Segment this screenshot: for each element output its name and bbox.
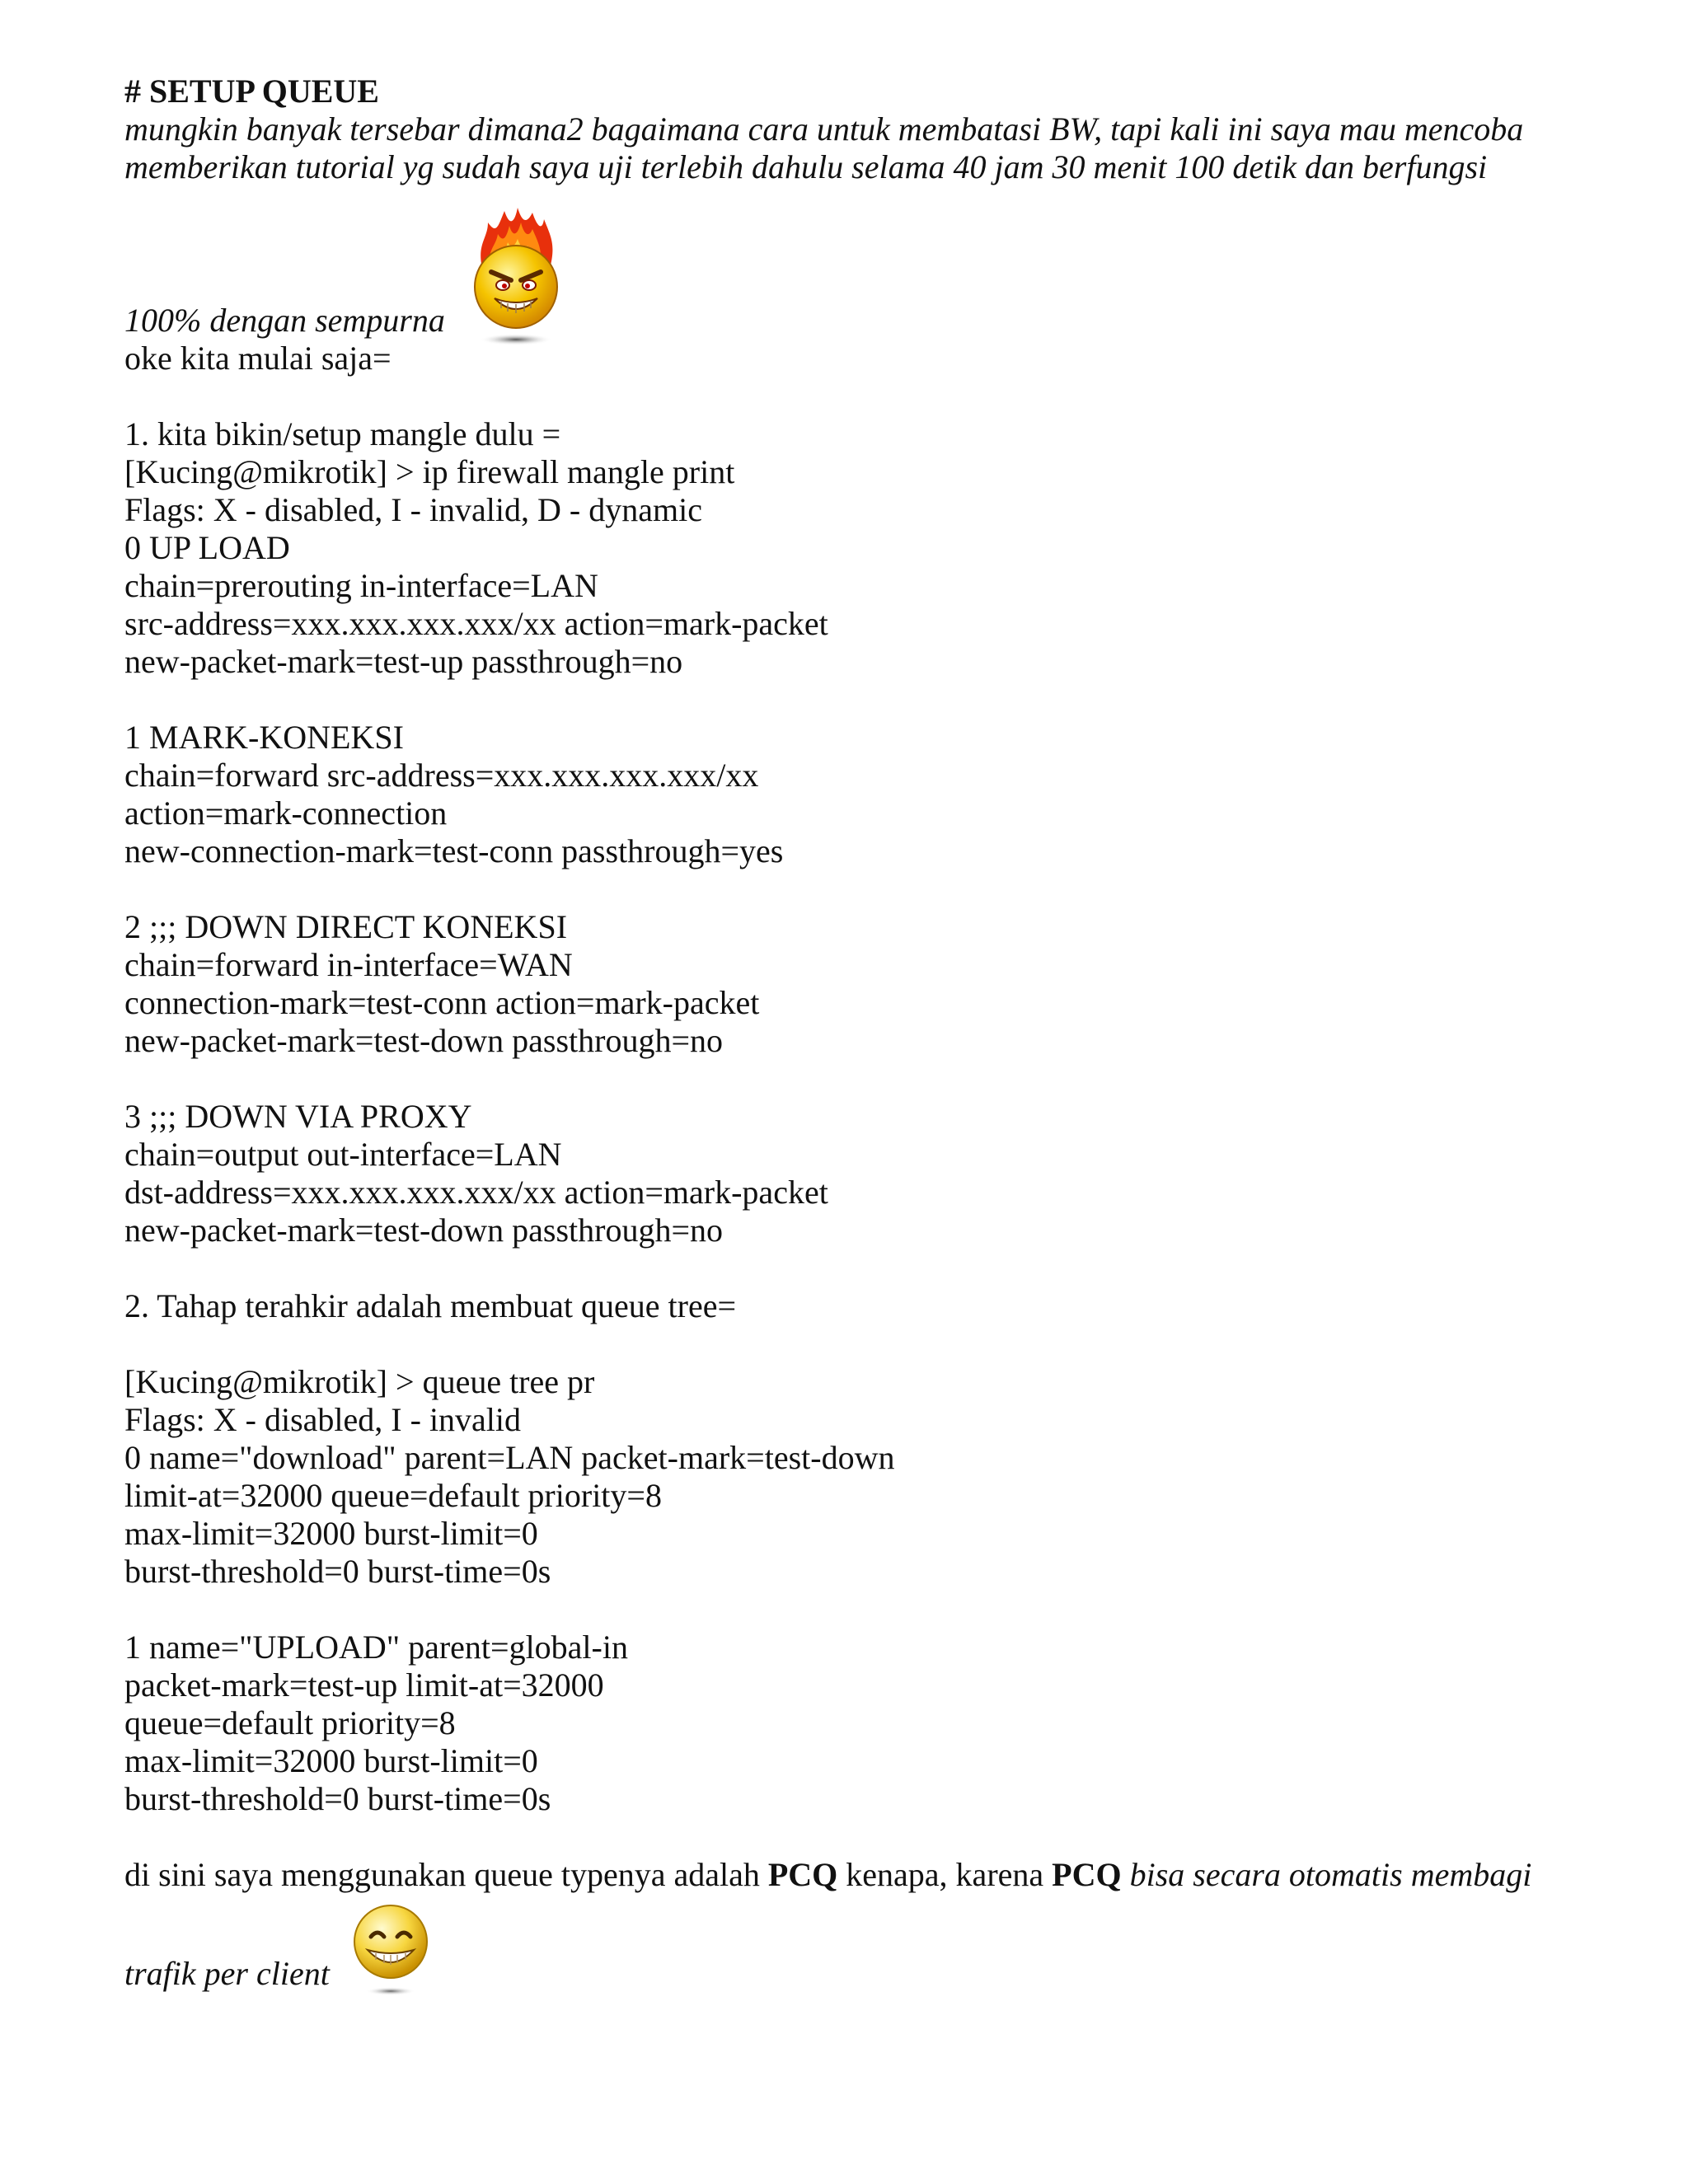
start-line: oke kita mulai saja= xyxy=(124,340,392,377)
rule2-line: chain=forward in-interface=WAN xyxy=(124,946,573,983)
rule0-line: new-packet-mark=test-up passthrough=no xyxy=(124,643,683,680)
queue0-line: burst-threshold=0 burst-time=0s xyxy=(124,1553,551,1590)
step1-flags: Flags: X - disabled, I - invalid, D - dynamic xyxy=(124,491,702,528)
pcq-bold: PCQ xyxy=(767,1856,838,1893)
rule2-line: new-packet-mark=test-down passthrough=no xyxy=(124,1022,724,1059)
step1-title: 1. kita bikin/setup mangle dulu = xyxy=(124,415,561,452)
pcq-bold: PCQ xyxy=(1052,1856,1122,1893)
grinning-smiley-icon xyxy=(351,1900,430,1999)
queue1-line: queue=default priority=8 xyxy=(124,1704,456,1741)
queue1-line: max-limit=32000 burst-limit=0 xyxy=(124,1742,538,1779)
spacer xyxy=(124,1591,1575,1629)
queue1-line: packet-mark=test-up limit-at=32000 xyxy=(124,1666,604,1704)
spacer xyxy=(124,1818,1575,1856)
spacer xyxy=(124,1325,1575,1363)
step2-command: [Kucing@mikrotik] > queue tree pr xyxy=(124,1363,595,1400)
rule1-line: action=mark-connection xyxy=(124,794,448,832)
rule2-line: 2 ;;; DOWN DIRECT KONEKSI xyxy=(124,908,568,945)
spacer xyxy=(124,1060,1575,1098)
intro-line-2: memberikan tutorial yg sudah saya uji terlebih dahulu selama 40 jam 30 menit 100 detik dan berfungsi xyxy=(124,148,1488,185)
rule3-line: dst-address=xxx.xxx.xxx.xxx/xx action=mark-packet xyxy=(124,1174,828,1211)
intro-line-1: mungkin banyak tersebar dimana2 bagaimana cara untuk membatasi BW, tapi kali ini saya mau mencoba xyxy=(124,110,1524,148)
queue0-line: max-limit=32000 burst-limit=0 xyxy=(124,1515,538,1552)
queue0-line: limit-at=32000 queue=default priority=8 xyxy=(124,1477,662,1514)
rule3-line: chain=output out-interface=LAN xyxy=(124,1136,562,1173)
spacer xyxy=(124,870,1575,908)
step2-title: 2. Tahap terahkir adalah membuat queue tree= xyxy=(124,1287,737,1324)
closing-line-1 xyxy=(124,1856,1575,1894)
rule1-line: chain=forward src-address=xxx.xxx.xxx.xxx/xx xyxy=(124,757,759,794)
rule0-line: 0 UP LOAD xyxy=(124,529,290,566)
closing-text: kenapa, karena xyxy=(837,1856,1053,1893)
closing-text: di sini saya menggunakan queue typenya adalah xyxy=(124,1856,768,1893)
document-page xyxy=(124,73,1575,1993)
step2-flags: Flags: X - disabled, I - invalid xyxy=(124,1401,522,1438)
queue1-line: burst-threshold=0 burst-time=0s xyxy=(124,1780,551,1817)
closing-italic: bisa secara otomatis membagi xyxy=(1121,1856,1532,1893)
queue1-line: 1 name="UPLOAD" parent=global-in xyxy=(124,1629,628,1666)
spacer xyxy=(124,1249,1575,1287)
queue0-line: 0 name="download" parent=LAN packet-mark=test-down xyxy=(124,1439,895,1476)
rule2-line: connection-mark=test-conn action=mark-packet xyxy=(124,984,760,1021)
rule0-line: src-address=xxx.xxx.xxx.xxx/xx action=mark-packet xyxy=(124,605,828,642)
spacer xyxy=(124,681,1575,719)
page-heading: # SETUP QUEUE xyxy=(124,73,379,110)
closing-line-2: trafik per client xyxy=(124,1955,330,1992)
flaming-angry-smiley-icon xyxy=(463,206,570,348)
intro-line-3-row xyxy=(124,186,1575,340)
step1-command: [Kucing@mikrotik] > ip firewall mangle print xyxy=(124,453,735,490)
rule0-line: chain=prerouting in-interface=LAN xyxy=(124,567,598,604)
closing-line-2-row xyxy=(124,1894,1575,1993)
intro-line-3: 100% dengan sempurna xyxy=(124,302,445,339)
spacer xyxy=(124,377,1575,415)
rule3-line: 3 ;;; DOWN VIA PROXY xyxy=(124,1098,472,1135)
rule1-line: new-connection-mark=test-conn passthrough=yes xyxy=(124,832,784,869)
rule3-line: new-packet-mark=test-down passthrough=no xyxy=(124,1212,724,1249)
rule1-line: 1 MARK-KONEKSI xyxy=(124,719,404,756)
